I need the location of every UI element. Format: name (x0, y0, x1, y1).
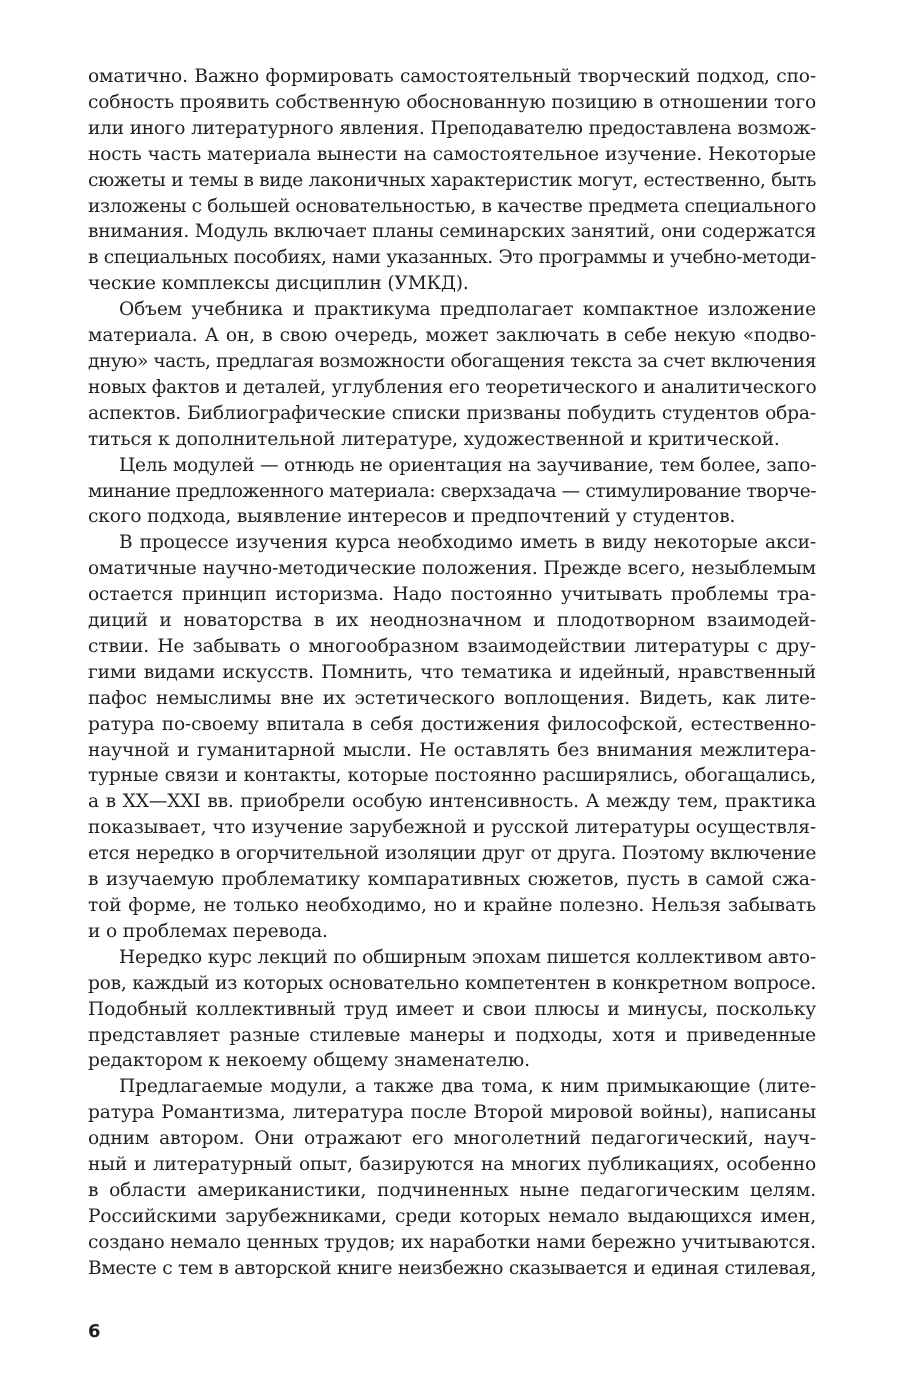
text-line: Предлагаемые модули, а также два тома, к ним примыкающие (лите- (119, 1076, 816, 1098)
text-line: ратура Романтизма, литература после Второй мировой войны), написаны (88, 1102, 816, 1124)
text-line: Цель модулей — отнюдь не ориентация на заучивание, тем более, запо- (119, 454, 817, 476)
text-line: остается принцип историзма. Надо постоянно учитывать проблемы тра- (88, 584, 816, 606)
text-line: пафос немыслимы вне их эстетического воплощения. Видеть, как лите- (88, 687, 816, 709)
text-line: показывает, что изучение зарубежной и русской литературы осуществля- (88, 817, 816, 839)
text-line: минание предложенного материала: сверхзадача — стимулирование творче- (88, 480, 816, 502)
text-line: новых фактов и деталей, углубления его теоретического и аналитического (88, 376, 817, 398)
page-body (88, 64, 816, 1282)
text-line: Объем учебника и практикума предполагает компактное изложение (119, 299, 816, 321)
text-line: представляет разные стилевые манеры и подходы, хотя и приведенные (88, 1024, 816, 1046)
text-line: ратура по-своему впитала в себя достижения философской, естественно- (88, 713, 816, 735)
text-line: в изучаемую проблематику компаративных сюжетов, пусть в самой сжа- (88, 869, 816, 891)
text-line: оматичные научно-методические положения. Прежде всего, незыблемым (88, 558, 816, 580)
text-line: ный и литературный опыт, базируются на многих публикациях, особенно (88, 1154, 816, 1176)
text-line: турные связи и контакты, которые постоянно расширялись, обогащались, (88, 765, 816, 787)
text-line: в области американистики, подчиненных ныне педагогическим целям. (88, 1179, 816, 1201)
text-line: ется нередко в огорчительной изоляции друг от друга. Поэтому включение (88, 843, 816, 865)
text-line: одним автором. Они отражают его многолетний педагогический, науч- (88, 1128, 816, 1150)
paragraph (88, 1074, 816, 1281)
text-line: Нередко курс лекций по обширным эпохам пишется коллективом авто- (119, 946, 816, 968)
text-line: внимания. Модуль включает планы семинарских занятий, они содержатся (88, 221, 816, 243)
text-line: диций и новаторства в их неоднозначном и плодотворном взаимодей- (88, 610, 816, 632)
text-line: создано немало ценных трудов; их наработки нами бережно учитываются. (88, 1231, 816, 1253)
paragraph (88, 530, 816, 945)
text-line: ского подхода, выявление интересов и предпочтений у студентов. (88, 506, 736, 528)
text-line: гими видами искусств. Помнить, что тематика и идейный, нравственный (88, 661, 816, 683)
text-line: сюжеты и темы в виде лаконичных характеристик могут, естественно, быть (88, 169, 816, 191)
text-line: ров, каждый из которых основательно компетентен в конкретном вопросе. (88, 972, 816, 994)
text-line: редактором к некоему общему знаменателю. (88, 1050, 530, 1072)
text-line: изложены с большей основательностью, в качестве предмета специального (88, 195, 816, 217)
text-line: научной и гуманитарной мысли. Не оставлять без внимания межлитера- (88, 739, 816, 761)
text-line: и о проблемах перевода. (88, 920, 328, 942)
text-line: в специальных пособиях, нами указанных. Это программы и учебно-методи- (88, 247, 816, 269)
text-line: Подобный коллективный труд имеет и свои плюсы и минусы, поскольку (88, 998, 816, 1020)
paragraph (88, 297, 816, 452)
text-line: оматично. Важно формировать самостоятельный творческий подход, спо- (88, 66, 816, 87)
text-line: ческие комплексы дисциплин (УМКД). (88, 273, 469, 295)
text-line: или иного литературного явления. Преподавателю предоставлена возмож- (88, 117, 816, 139)
text-line: собность проявить собственную обоснованную позицию в отношении того (88, 91, 816, 113)
text-line: материала. А он, в свою очередь, может заключать в себе некую «подво- (88, 325, 816, 347)
text-line: Российскими зарубежниками, среди которых немало выдающихся имен, (88, 1205, 816, 1227)
paragraph (88, 945, 816, 1075)
text-line: В процессе изучения курса необходимо иметь в виду некоторые акси- (119, 532, 816, 554)
text-line: ность часть материала вынести на самостоятельное изучение. Некоторые (88, 143, 816, 165)
text-line: аспектов. Библиографические списки призваны побудить студентов обра- (88, 402, 816, 424)
text-line: той форме, не только необходимо, но и крайне полезно. Нельзя забывать (88, 895, 816, 916)
text-line: а в XX—XXI вв. приобрели особую интенсивность. А между тем, практика (88, 791, 816, 813)
text-line: титься к дополнительной литературе, художественной и критической. (88, 428, 780, 450)
paragraph (88, 64, 816, 297)
text-line: дную» часть, предлагая возможности обогащения текста за счет включения (88, 350, 816, 372)
text-line: ствии. Не забывать о многообразном взаимодействии литературы с дру- (88, 635, 816, 657)
paragraph (88, 453, 816, 531)
page-number: 6 (88, 1321, 101, 1342)
text-line: Вместе с тем в авторской книге неизбежно сказывается и единая стилевая, (88, 1257, 816, 1279)
